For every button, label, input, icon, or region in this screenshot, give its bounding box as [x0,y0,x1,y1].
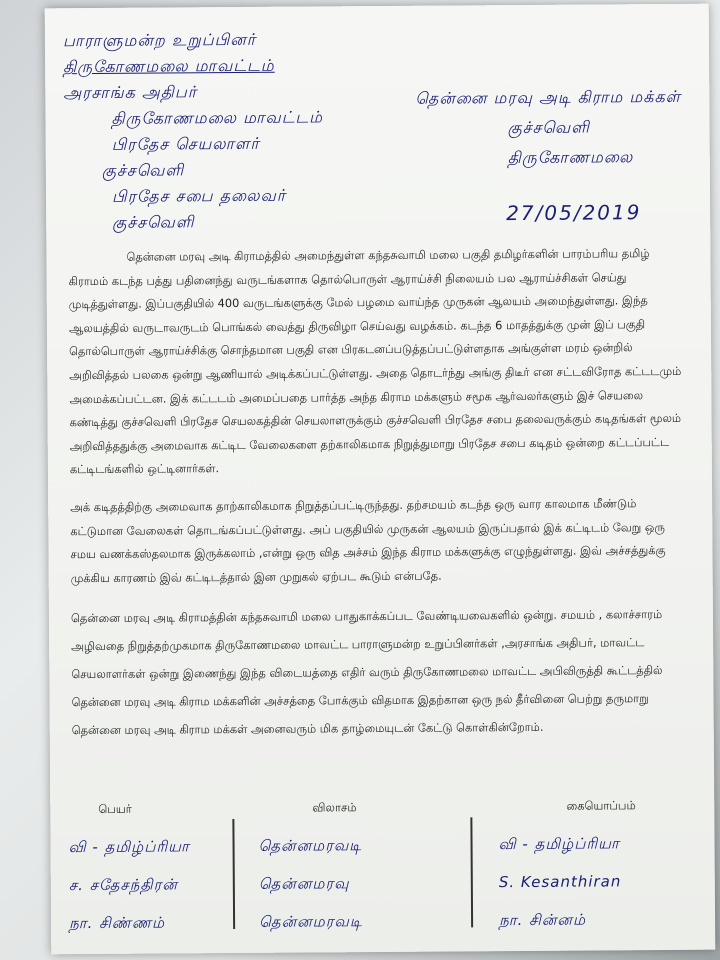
recipient-address-block [63,26,324,236]
recipient-line: குச்சவெளி [101,160,185,180]
letter-body [68,242,691,745]
signatory-name: வி - தமிழ்ப்ரியா [68,837,190,857]
letter-page [45,4,716,955]
address-column-header: விலாசம் [312,800,357,815]
recipient-line: அரசாங்க அதிபர் [63,82,198,103]
recipient-line: பிரதேச சபை தலைவர் [111,185,287,206]
sender-line: திருகோணமலை [507,147,634,168]
signatory-address: தென்னமரவடி [258,836,363,855]
body-paragraph: தென்னை மரவு அடி கிராமத்தின் கந்தசுவாமி மலை பாதுகாக்கப்பட வேண்டியவைகளில் ஒன்று. சமயம் , கலாச்சாரம் அழிவதை நிறுத்தற்முகமாக திருகோணமலை மாவட்ட பாராளுமன்ற உறுப்பினர்கள் ,அரசாங்க அதிபர், மாவட்ட செயலாளர்கள் ஒன்று இணைந்து இந்த விடையத்தை எதிர் வரும் திருகோணமலை மாவட்ட அபிவிருத்தி கூட்டத்தில் தென்னை மரவு அடி கிராம மக்களின் அச்சத்தை போக்கும் விதமாக இதற்கான ஒரு நல் தீர்வினை பெற்று தருமாறு தென்னை மரவு அடி கிராம மக்கள் அனைவரும் மிக தாழ்மையுடன் கேட்டு கொள்கின்றோம். [70,607,663,738]
signatory-name: ச. சதேசந்திரன் [68,875,178,895]
name-column-header: பெயர் [98,801,132,816]
signature-table-header [50,798,714,823]
recipient-line: திருகோணமலை மாவட்டம் [63,55,275,77]
signature-column-header: கையொப்பம் [566,798,636,813]
signatory-name: நா. சிண்ணம் [69,913,166,933]
sender-line: குச்சவெளி [507,117,590,138]
signature: வி - தமிழ்ப்ரியா [498,834,620,854]
recipient-line: குச்சவெளி [112,212,195,232]
sender-address-block [415,82,681,174]
letter-date: 27/05/2019 [506,200,642,226]
signature: நா. சின்னம் [499,910,587,930]
signatory-address: தென்னமரவடி [259,912,363,931]
signatory-address: தென்னமரவு [258,874,350,893]
recipient-line: திருகோணமலை மாவட்டம் [111,107,324,128]
sender-line: தென்னை மரவு அடி கிராம மக்கள் [415,86,682,108]
signatory-signatures [498,824,621,939]
body-paragraph: தென்னை மரவு அடி கிராமத்தில் அமைந்துள்ள கந்தசுவாமி மலை பகுதி தமிழர்களின் பாரம்பரிய தமிழ் கிராமம் கடந்த பத்து பதினைந்து வருடங்களாக தொல்பொருள் ஆராய்ச்சி நிலையம் பல ஆராய்ச்சிகள் செய்து முடித்துள்ளது. இப்பகுதியில் 400 வருடங்களுக்கு மேல் பழமை வாய்ந்த முருகன் ஆலயம் அமைந்துள்ளது. இந்த ஆலயத்தில் வருடாவருடம் பொங்கல் வைத்து திருவிழா செய்வது வழக்கம். கடந்த 6 மாதத்துக்கு முன் இப் பகுதி தொல்பொருள் ஆராய்ச்சிக்கு சொந்தமான பகுதி என பிரகடனப்படுத்தப்பட்டுள்ளதாக அங்குள்ள மரம் ஒன்றில் அறிவித்தல் பலகை ஒன்று ஆணியால் அடிக்கப்பட்டுள்ளது. அதை தொடர்ந்து அங்கு திடீர் என சட்டவிரோத கட்டடமும் அமைக்கப்பட்டன. இக் கட்டடம் அமைப்பதை பார்த்த அந்த கிராம மக்களும் சமூக ஆர்வலர்களும் இச் செயலை கண்டித்து குச்சவெளி பிரதேச செயலகத்தின் செயலாளருக்கும் குச்சவெளி பிரதேச சபை தலைவருக்கும் கடிதங்கள் மூலம் அறிவித்ததுக்கு அமைவாக கட்டிட வேலைகளை தற்காலிகமாக நிறுத்துமாறு பிரதேச சபை கடிதம் ஒன்றை கட்டப்பட்ட கட்டிடங்களில் ஒட்டினார்கள். [68,246,682,477]
body-paragraph: அக் கடிதத்திற்கு அமைவாக தாற்காலிகமாக நிறுத்தப்பட்டிருந்தது. தற்சமயம் கடந்த ஒரு வார காலமாக மீண்டும் கட்டுமான வேலைகள் தொடங்கப்பட்டுள்ளது. அப் பகுதியில் முருகன் ஆலயம் இருப்பதால் இக் கட்டிடம் வேறு ஒரு சமய வணக்கஸ்தலமாக இருக்கலாம் ,என்று ஒரு வித அச்சம் இந்த கிராம மக்களுக்கு எழுந்துள்ளது. இவ் அச்சத்துக்கு முக்கிய காரணம் இவ் கட்டிடத்தால் இன முறுகல் ஏற்பட கூடும் என்பதே. [70,496,666,585]
recipient-line: பாராளுமன்ற உறுப்பினர் [62,29,257,51]
column-divider [470,817,472,927]
recipient-line: பிரதேச செயலாளர் [111,133,260,154]
signature: S. Kesanthiran [498,872,622,892]
signatory-names [68,827,190,942]
signatory-addresses [258,826,362,941]
column-divider [232,819,234,929]
